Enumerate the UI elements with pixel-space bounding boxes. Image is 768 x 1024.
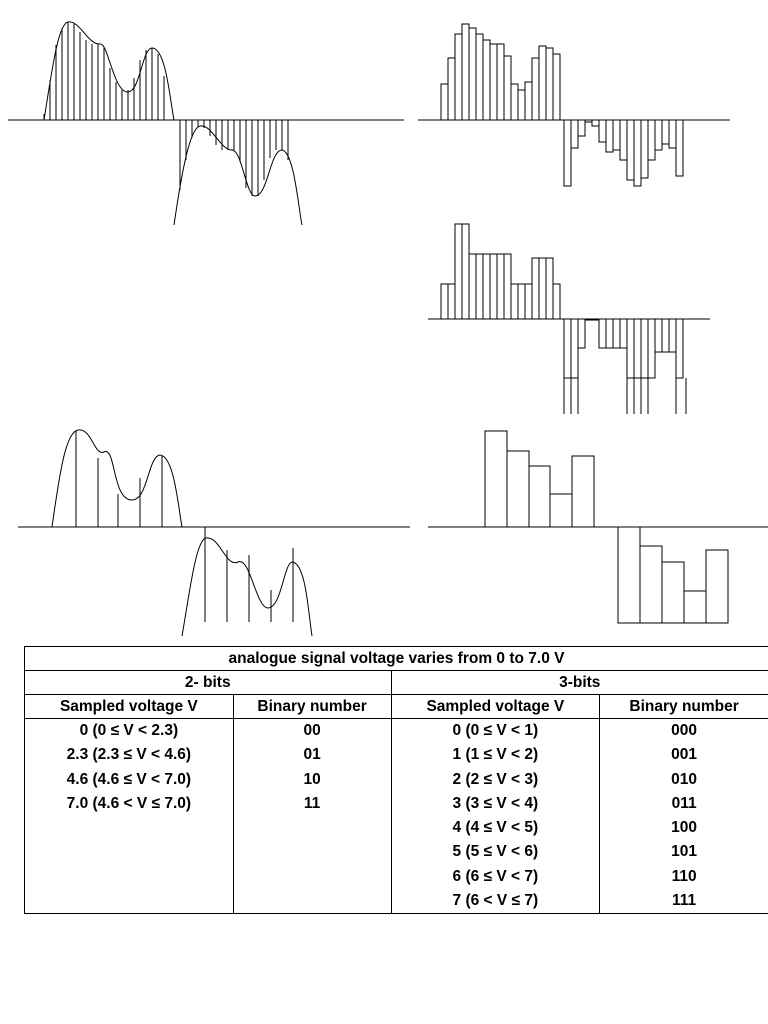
cell-binary-3bit: 101 bbox=[600, 840, 768, 864]
bars-positive bbox=[485, 431, 594, 527]
table-title-row bbox=[25, 647, 768, 671]
col-header-binary-3bit: Binary number bbox=[600, 695, 768, 719]
cell-sampled-voltage-3bit: 6 (6 ≤ V < 7) bbox=[391, 865, 600, 889]
signal-curve-positive bbox=[44, 22, 174, 120]
bars-positive bbox=[441, 24, 560, 120]
table-row bbox=[25, 840, 768, 864]
sample-lines-negative bbox=[205, 527, 293, 622]
panel-digitised-fine bbox=[418, 24, 730, 186]
cell-binary-2bit bbox=[233, 865, 391, 889]
panel-analogue-fine bbox=[8, 22, 404, 225]
bars-positive bbox=[441, 224, 560, 319]
cell-binary-3bit: 001 bbox=[600, 743, 768, 767]
group-header-3-bits: 3-bits bbox=[391, 671, 768, 695]
cell-sampled-voltage-3bit: 4 (4 ≤ V < 5) bbox=[391, 816, 600, 840]
cell-sampled-voltage-2bit bbox=[25, 889, 234, 914]
table-body bbox=[25, 719, 768, 914]
sample-lines-positive bbox=[44, 22, 164, 120]
col-header-sampled-voltage-3bit: Sampled voltage V bbox=[391, 695, 600, 719]
panel-digitised-coarse bbox=[428, 431, 768, 623]
cell-binary-3bit: 010 bbox=[600, 768, 768, 792]
sample-lines-positive bbox=[76, 431, 162, 527]
table-row bbox=[25, 743, 768, 767]
cell-binary-2bit: 10 bbox=[233, 768, 391, 792]
cell-binary-2bit: 11 bbox=[233, 792, 391, 816]
cell-sampled-voltage-2bit: 4.6 (4.6 ≤ V < 7.0) bbox=[25, 768, 234, 792]
cell-sampled-voltage-3bit: 2 (2 ≤ V < 3) bbox=[391, 768, 600, 792]
col-header-sampled-voltage-2bit: Sampled voltage V bbox=[25, 695, 234, 719]
cell-sampled-voltage-3bit: 5 (5 ≤ V < 6) bbox=[391, 840, 600, 864]
cell-sampled-voltage-3bit: 7 (6 < V ≤ 7) bbox=[391, 889, 600, 914]
cell-binary-2bit bbox=[233, 889, 391, 914]
cell-binary-3bit: 110 bbox=[600, 865, 768, 889]
bars-negative bbox=[564, 120, 683, 186]
cell-sampled-voltage-2bit: 7.0 (4.6 < V ≤ 7.0) bbox=[25, 792, 234, 816]
cell-binary-3bit: 000 bbox=[600, 719, 768, 744]
column-header-row bbox=[25, 695, 768, 719]
cell-sampled-voltage-2bit: 0 (0 ≤ V < 2.3) bbox=[25, 719, 234, 744]
bars-negative bbox=[618, 527, 728, 623]
conversion-table bbox=[24, 646, 768, 914]
group-header-row bbox=[25, 671, 768, 695]
table-row bbox=[25, 792, 768, 816]
table-row bbox=[25, 865, 768, 889]
table-title: analogue signal voltage varies from 0 to 7.0 V bbox=[25, 647, 768, 671]
cell-sampled-voltage-2bit bbox=[25, 865, 234, 889]
panel-quantised-fine bbox=[428, 224, 710, 414]
cell-binary-2bit: 00 bbox=[233, 719, 391, 744]
col-header-binary-2bit: Binary number bbox=[233, 695, 391, 719]
cell-binary-3bit: 111 bbox=[600, 889, 768, 914]
bars-negative bbox=[564, 319, 683, 378]
table-row bbox=[25, 889, 768, 914]
sample-lines-negative bbox=[180, 120, 288, 196]
cell-sampled-voltage-2bit bbox=[25, 816, 234, 840]
cell-binary-3bit: 011 bbox=[600, 792, 768, 816]
cell-sampled-voltage-3bit: 0 (0 ≤ V < 1) bbox=[391, 719, 600, 744]
cell-sampled-voltage-3bit: 1 (1 ≤ V < 2) bbox=[391, 743, 600, 767]
table-row bbox=[25, 768, 768, 792]
cell-sampled-voltage-2bit bbox=[25, 840, 234, 864]
cell-binary-2bit bbox=[233, 816, 391, 840]
cell-sampled-voltage-2bit: 2.3 (2.3 ≤ V < 4.6) bbox=[25, 743, 234, 767]
group-header-2-bits: 2- bits bbox=[25, 671, 392, 695]
cell-binary-2bit: 01 bbox=[233, 743, 391, 767]
table-row bbox=[25, 816, 768, 840]
signal-curve-negative bbox=[174, 126, 302, 225]
panel-analogue-coarse bbox=[18, 430, 410, 636]
cell-sampled-voltage-3bit: 3 (3 ≤ V < 4) bbox=[391, 792, 600, 816]
cell-binary-2bit bbox=[233, 840, 391, 864]
cell-binary-3bit: 100 bbox=[600, 816, 768, 840]
sample-lines-negative-extended bbox=[564, 348, 686, 414]
table-row bbox=[25, 719, 768, 744]
